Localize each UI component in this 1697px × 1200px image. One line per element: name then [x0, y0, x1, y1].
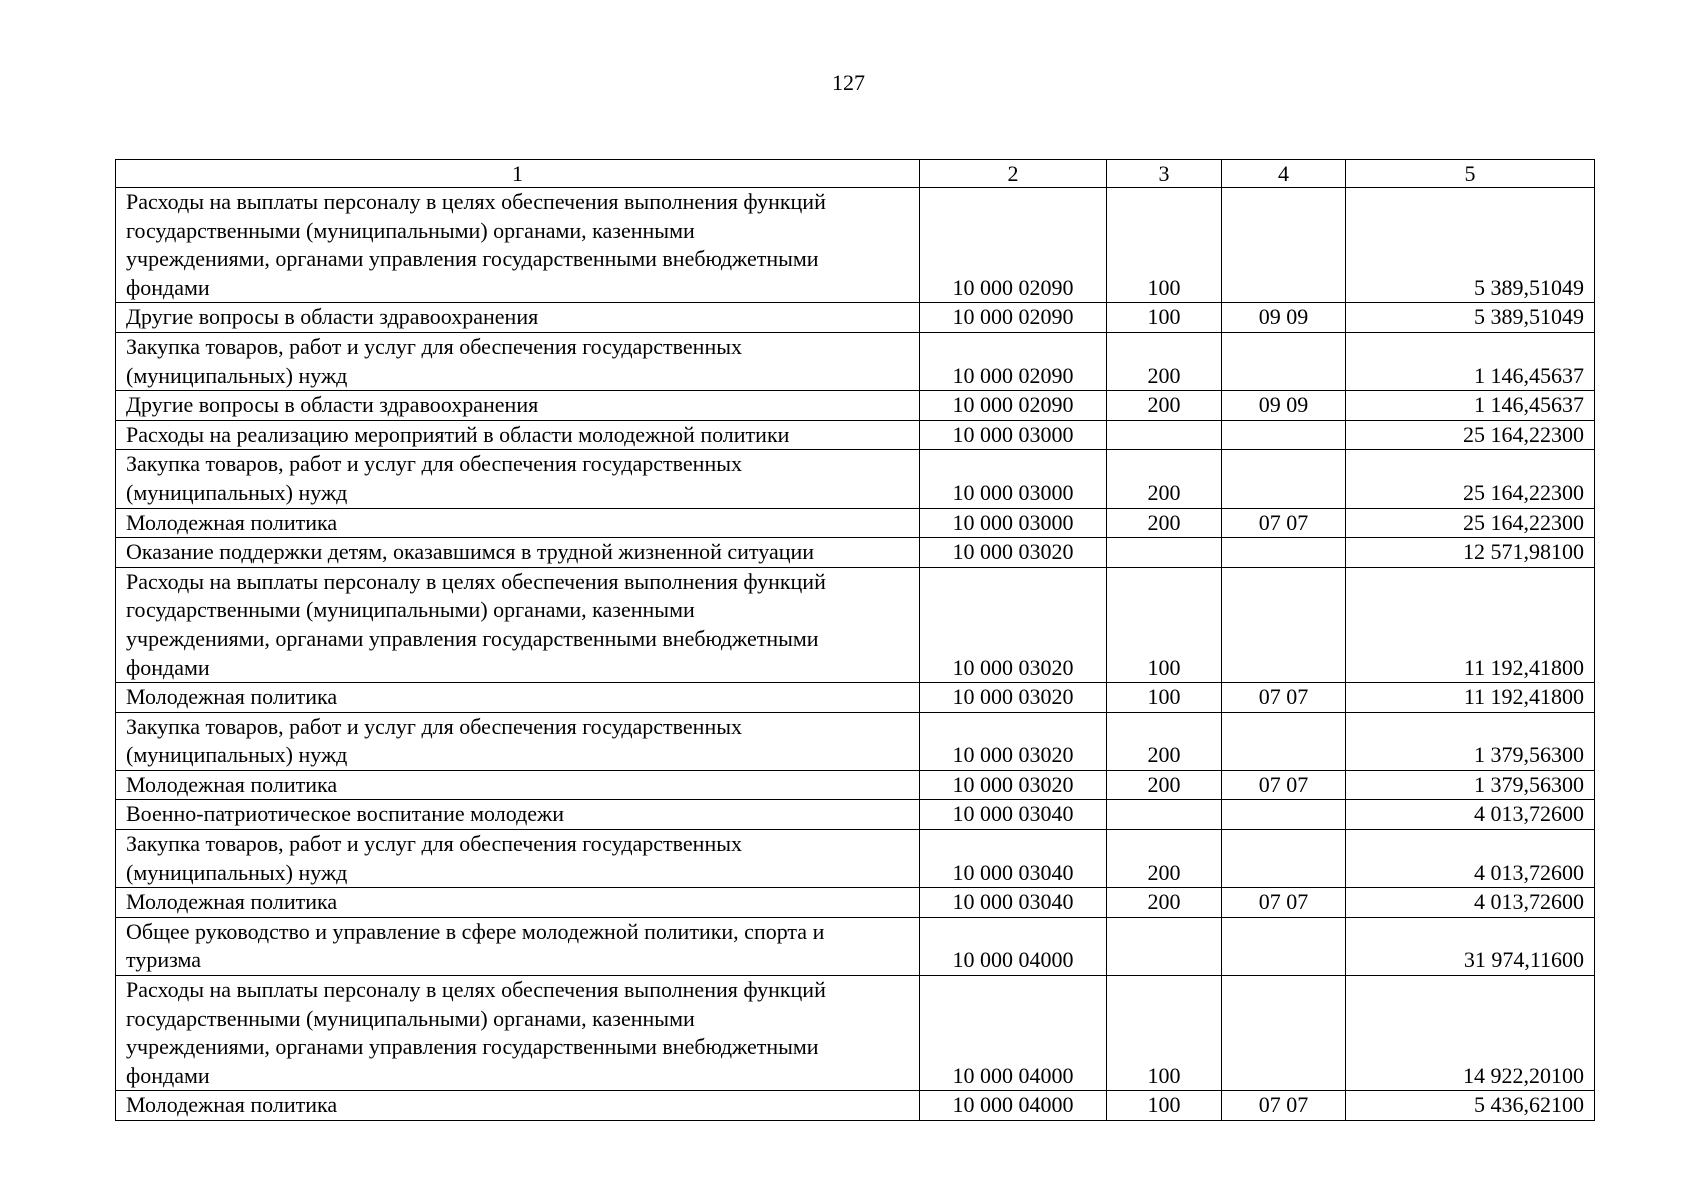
column-header-2: 2: [920, 160, 1107, 188]
section-subsection-cell: [1222, 830, 1346, 888]
expense-name-cell: Закупка товаров, работ и услуг для обеспечения государственных (муниципальных) нужд: [116, 712, 920, 770]
section-subsection-cell: [1222, 917, 1346, 975]
expense-type-code-cell: [1107, 917, 1222, 975]
amount-cell: 12 571,98100: [1346, 538, 1595, 568]
section-subsection-cell: [1222, 800, 1346, 830]
table-row: [116, 917, 1595, 975]
table-row: [116, 800, 1595, 830]
table-row: [116, 976, 1595, 1091]
amount-cell: 11 192,41800: [1346, 683, 1595, 713]
column-header-1: 1: [116, 160, 920, 188]
expense-name-cell: Закупка товаров, работ и услуг для обеспечения государственных (муниципальных) нужд: [116, 830, 920, 888]
amount-cell: 4 013,72600: [1346, 800, 1595, 830]
expense-type-code-cell: [1107, 538, 1222, 568]
expense-type-code-cell: 200: [1107, 332, 1222, 390]
section-subsection-cell: 07 07: [1222, 508, 1346, 538]
expense-name-cell: Расходы на выплаты персоналу в целях обеспечения выполнения функций государственными (муниципальными) органами, казенными учреждениями, органами управления государственными внебюджетными фондами: [116, 188, 920, 303]
expense-type-code-cell: [1107, 800, 1222, 830]
expense-type-code-cell: 100: [1107, 976, 1222, 1091]
amount-cell: 25 164,22300: [1346, 450, 1595, 508]
column-number-row: [116, 160, 1595, 188]
amount-cell: 25 164,22300: [1346, 420, 1595, 450]
expense-name-cell: Расходы на реализацию мероприятий в области молодежной политики: [116, 420, 920, 450]
expense-name-cell: Молодежная политика: [116, 508, 920, 538]
amount-cell: 1 379,56300: [1346, 770, 1595, 800]
table-row: [116, 1091, 1595, 1121]
section-subsection-cell: [1222, 567, 1346, 682]
amount-cell: 4 013,72600: [1346, 888, 1595, 918]
section-subsection-cell: [1222, 420, 1346, 450]
expense-name-cell: Закупка товаров, работ и услуг для обеспечения государственных (муниципальных) нужд: [116, 332, 920, 390]
amount-cell: 5 389,51049: [1346, 188, 1595, 303]
section-subsection-cell: [1222, 712, 1346, 770]
expense-name-cell: Закупка товаров, работ и услуг для обеспечения государственных (муниципальных) нужд: [116, 450, 920, 508]
target-article-code-cell: 10 000 04000: [920, 1091, 1107, 1121]
target-article-code-cell: 10 000 03040: [920, 830, 1107, 888]
expense-name-cell: Молодежная политика: [116, 770, 920, 800]
amount-cell: 1 146,45637: [1346, 391, 1595, 421]
target-article-code-cell: 10 000 03040: [920, 888, 1107, 918]
target-article-code-cell: 10 000 03040: [920, 800, 1107, 830]
expense-type-code-cell: [1107, 420, 1222, 450]
table-row: [116, 683, 1595, 713]
section-subsection-cell: 07 07: [1222, 1091, 1346, 1121]
table-row: [116, 188, 1595, 303]
section-subsection-cell: [1222, 188, 1346, 303]
budget-table-body: [116, 160, 1595, 1121]
amount-cell: 11 192,41800: [1346, 567, 1595, 682]
column-header-5: 5: [1346, 160, 1595, 188]
expense-name-cell: Молодежная политика: [116, 1091, 920, 1121]
expense-type-code-cell: 200: [1107, 391, 1222, 421]
table-row: [116, 508, 1595, 538]
section-subsection-cell: [1222, 976, 1346, 1091]
budget-table: [115, 159, 1595, 1121]
amount-cell: 14 922,20100: [1346, 976, 1595, 1091]
target-article-code-cell: 10 000 03020: [920, 770, 1107, 800]
expense-name-cell: Молодежная политика: [116, 683, 920, 713]
amount-cell: 4 013,72600: [1346, 830, 1595, 888]
target-article-code-cell: 10 000 03000: [920, 450, 1107, 508]
target-article-code-cell: 10 000 03020: [920, 712, 1107, 770]
expense-type-code-cell: 200: [1107, 508, 1222, 538]
expense-type-code-cell: 200: [1107, 770, 1222, 800]
target-article-code-cell: 10 000 03020: [920, 538, 1107, 568]
section-subsection-cell: 09 09: [1222, 391, 1346, 421]
table-row: [116, 391, 1595, 421]
section-subsection-cell: 07 07: [1222, 888, 1346, 918]
target-article-code-cell: 10 000 04000: [920, 917, 1107, 975]
target-article-code-cell: 10 000 03020: [920, 567, 1107, 682]
expense-name-cell: Другие вопросы в области здравоохранения: [116, 391, 920, 421]
section-subsection-cell: 07 07: [1222, 683, 1346, 713]
target-article-code-cell: 10 000 02090: [920, 303, 1107, 333]
amount-cell: 5 389,51049: [1346, 303, 1595, 333]
target-article-code-cell: 10 000 04000: [920, 976, 1107, 1091]
expense-type-code-cell: 100: [1107, 683, 1222, 713]
expense-type-code-cell: 100: [1107, 1091, 1222, 1121]
table-row: [116, 770, 1595, 800]
expense-type-code-cell: 100: [1107, 303, 1222, 333]
page-number: 127: [832, 70, 865, 95]
amount-cell: 1 379,56300: [1346, 712, 1595, 770]
target-article-code-cell: 10 000 02090: [920, 391, 1107, 421]
target-article-code-cell: 10 000 02090: [920, 188, 1107, 303]
amount-cell: 1 146,45637: [1346, 332, 1595, 390]
table-row: [116, 888, 1595, 918]
section-subsection-cell: 07 07: [1222, 770, 1346, 800]
table-row: [116, 332, 1595, 390]
expense-name-cell: Военно-патриотическое воспитание молодежи: [116, 800, 920, 830]
expense-name-cell: Оказание поддержки детям, оказавшимся в трудной жизненной ситуации: [116, 538, 920, 568]
expense-name-cell: Молодежная политика: [116, 888, 920, 918]
expense-type-code-cell: 200: [1107, 712, 1222, 770]
expense-name-cell: Расходы на выплаты персоналу в целях обеспечения выполнения функций государственными (муниципальными) органами, казенными учреждениями, органами управления государственными внебюджетными фондами: [116, 567, 920, 682]
expense-name-cell: Расходы на выплаты персоналу в целях обеспечения выполнения функций государственными (муниципальными) органами, казенными учреждениями, органами управления государственными внебюджетными фондами: [116, 976, 920, 1091]
section-subsection-cell: [1222, 538, 1346, 568]
target-article-code-cell: 10 000 03000: [920, 420, 1107, 450]
target-article-code-cell: 10 000 02090: [920, 332, 1107, 390]
amount-cell: 5 436,62100: [1346, 1091, 1595, 1121]
section-subsection-cell: [1222, 450, 1346, 508]
table-row: [116, 303, 1595, 333]
expense-type-code-cell: 100: [1107, 188, 1222, 303]
expense-type-code-cell: 200: [1107, 830, 1222, 888]
expense-type-code-cell: 200: [1107, 888, 1222, 918]
table-row: [116, 538, 1595, 568]
column-header-4: 4: [1222, 160, 1346, 188]
expense-name-cell: Другие вопросы в области здравоохранения: [116, 303, 920, 333]
expense-type-code-cell: 100: [1107, 567, 1222, 682]
table-row: [116, 420, 1595, 450]
expense-name-cell: Общее руководство и управление в сфере молодежной политики, спорта и туризма: [116, 917, 920, 975]
target-article-code-cell: 10 000 03000: [920, 508, 1107, 538]
expense-type-code-cell: 200: [1107, 450, 1222, 508]
table-row: [116, 450, 1595, 508]
amount-cell: 31 974,11600: [1346, 917, 1595, 975]
target-article-code-cell: 10 000 03020: [920, 683, 1107, 713]
table-row: [116, 567, 1595, 682]
table-row: [116, 712, 1595, 770]
amount-cell: 25 164,22300: [1346, 508, 1595, 538]
table-row: [116, 830, 1595, 888]
column-header-3: 3: [1107, 160, 1222, 188]
section-subsection-cell: [1222, 332, 1346, 390]
section-subsection-cell: 09 09: [1222, 303, 1346, 333]
